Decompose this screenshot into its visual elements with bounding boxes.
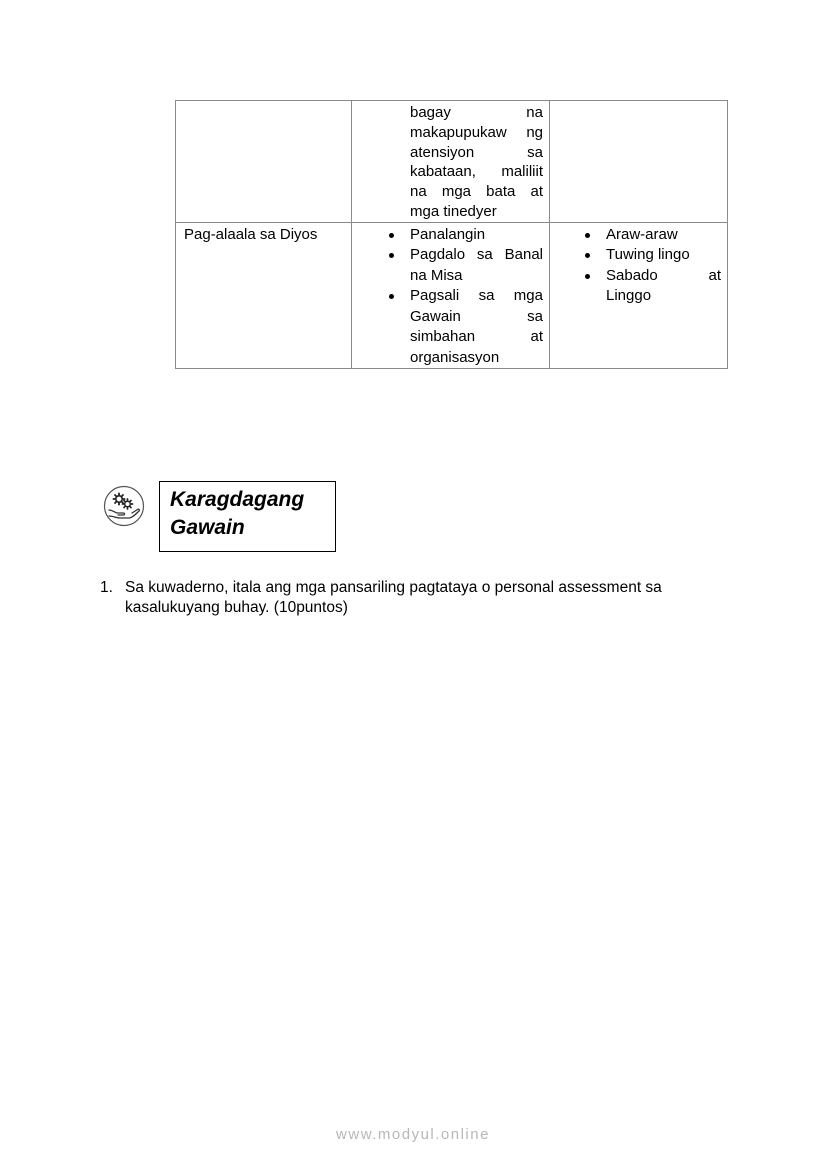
instruction-line: Sa kuwaderno, itala ang mga pansariling pagtataya o personal assessment sa <box>125 579 662 596</box>
activities-list <box>410 225 543 369</box>
list-item-line: Pagdalo sa Banal <box>410 246 543 264</box>
table-cell-category <box>176 101 352 223</box>
table-cell-schedule <box>550 222 728 369</box>
table-cell-category <box>176 222 352 369</box>
cell-line: kabataan, maliliit <box>410 163 543 181</box>
list-item-line: Tuwing lingo <box>606 246 690 264</box>
instruction-line: kasalukuyang buhay. (10puntos) <box>125 599 348 616</box>
list-item-line: Araw-araw <box>606 225 678 243</box>
list-item-line: Gawain sa <box>410 307 543 325</box>
table-cell-activities <box>352 222 550 369</box>
table-row <box>176 222 728 369</box>
list-item <box>410 245 543 286</box>
list-item-line: Panalangin <box>410 225 486 243</box>
list-item-line: Linggo <box>606 287 652 305</box>
hand-gears-icon <box>103 485 145 527</box>
schedule-list <box>606 225 721 307</box>
instruction-number: 1. <box>100 579 113 596</box>
list-item <box>410 225 543 246</box>
table-row <box>176 101 728 223</box>
section-title-line1: Karagdagang <box>170 488 305 511</box>
section-title-line2: Gawain <box>170 516 245 539</box>
cell-line: makapupukaw ng <box>410 123 543 141</box>
cell-line: mga tinedyer <box>410 202 497 220</box>
cell-line: bagay na <box>410 104 543 121</box>
list-item <box>410 286 543 368</box>
activity-table <box>175 100 728 369</box>
list-item-line: organisasyon <box>410 348 500 366</box>
list-item <box>606 245 721 266</box>
list-item <box>606 225 721 246</box>
table-cell-activities <box>352 101 550 223</box>
category-label: Pag-alaala sa Diyos <box>184 225 318 243</box>
list-item-line: Sabado at <box>606 266 721 284</box>
watermark: www.modyul.online <box>336 1126 490 1143</box>
cell-line: na mga bata at <box>410 183 543 201</box>
section-title-box <box>159 481 336 552</box>
list-item-line: Pagsali sa mga <box>410 287 543 305</box>
instruction-item <box>100 578 720 618</box>
list-item <box>606 266 721 307</box>
cell-line: atensiyon sa <box>410 143 543 161</box>
table-cell-schedule <box>550 101 728 223</box>
list-item-line: simbahan at <box>410 328 543 346</box>
list-item-line: na Misa <box>410 266 463 284</box>
